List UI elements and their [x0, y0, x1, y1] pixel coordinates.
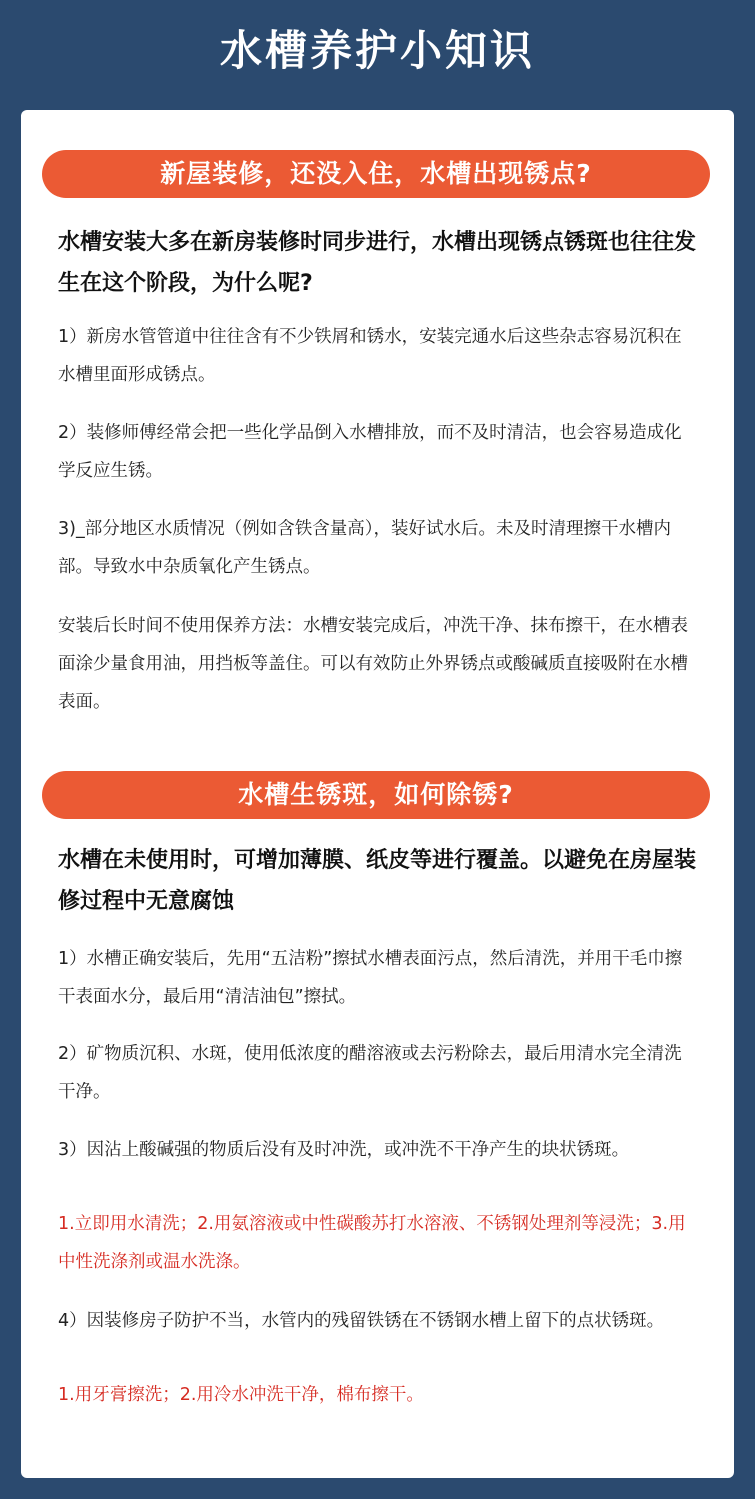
section1-item-2: 2）装修师傅经常会把一些化学品倒入水槽排放，而不及时清洁，也会容易造成化学反应生锈。 [58, 423, 682, 481]
section2-item-2: 2）矿物质沉积、水斑，使用低浓度的醋溶液或去污粉除去，最后用清水完全清洗干净。 [58, 1044, 682, 1102]
section1-item-1: 1）新房水管管道中往往含有不少铁屑和锈水，安装完通水后这些杂志容易沉积在水槽里面形成锈点。 [58, 327, 682, 385]
section1-item-3: 3)_部分地区水质情况（例如含铁含量高），装好试水后。未及时清理擦干水槽内部。导致水中杂质氧化产生锈点。 [58, 519, 671, 577]
section2-item-3: 3）因沾上酸碱强的物质后没有及时冲洗，或冲洗不干净产生的块状锈斑。 [58, 1140, 630, 1160]
section-heading-new-house-rust: 新屋装修，还没入住，水槽出现锈点? [42, 150, 710, 198]
section1-maintenance-tip: 安装后长时间不使用保养方法：水槽安装完成后，冲洗干净、抹布擦干，在水槽表面涂少量食用油，用挡板等盖住。可以有效防止外界锈点或酸碱质直接吸附在水槽表面。 [58, 616, 688, 712]
section2-item-4: 4）因装修房子防护不当，水管内的残留铁锈在不锈钢水槽上留下的点状锈斑。 [58, 1311, 665, 1331]
section-heading-rust-removal: 水槽生锈斑，如何除锈? [42, 771, 710, 819]
section2-remedy-4: 1.用牙膏擦洗；2.用冷水冲洗干净，棉布擦干。 [58, 1385, 424, 1405]
content-card [21, 110, 734, 1478]
page-title: 水槽养护小知识 [219, 26, 535, 75]
section1-lead: 水槽安装大多在新房装修时同步进行，水槽出现锈点锈斑也往往发生在这个阶段，为什么呢? [58, 230, 697, 296]
section2-remedy-3: 1.立即用水清洗；2.用氨溶液或中性碳酸苏打水溶液、不锈钢处理剂等浸洗；3.用中性洗涤剂或温水洗涤。 [58, 1214, 686, 1272]
section2-item-1: 1）水槽正确安装后，先用“五洁粉”擦拭水槽表面污点，然后清洗，并用干毛巾擦干表面水分，最后用“清洁油包”擦拭。 [58, 949, 683, 1007]
section2-lead: 水槽在未使用时，可增加薄膜、纸皮等进行覆盖。以避免在房屋装修过程中无意腐蚀 [58, 848, 697, 914]
